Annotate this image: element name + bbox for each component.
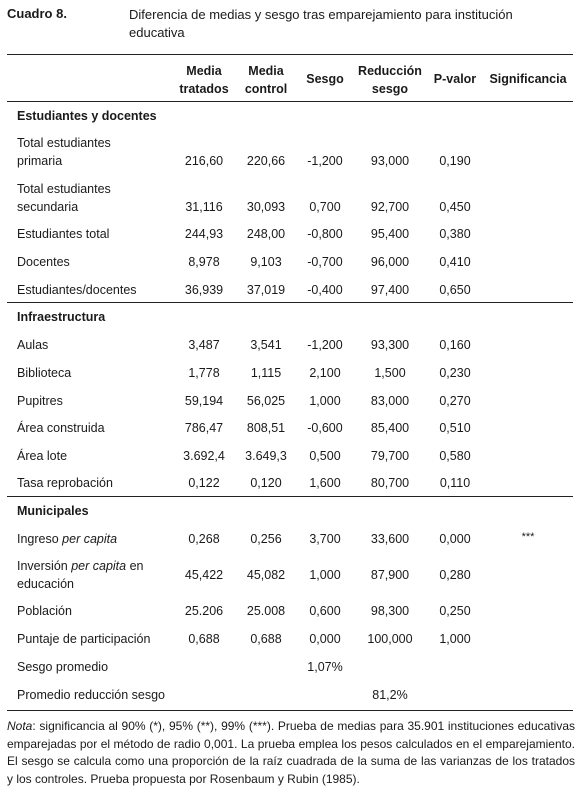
header-pvalor: P-valor — [433, 72, 477, 86]
cell-reduccion: 79,700 — [370, 449, 410, 463]
cell-sesgo: 0,600 — [309, 604, 341, 618]
section-rule — [7, 302, 573, 303]
row-label: Pupitres — [17, 394, 63, 408]
cell-pvalor: 0,270 — [439, 394, 471, 408]
cell-pvalor: 0,280 — [439, 568, 471, 582]
cell-sesgo: 3,700 — [309, 532, 341, 546]
header-significancia: Significancia — [489, 72, 567, 86]
cell-reduccion: 92,700 — [370, 200, 410, 214]
cell-pvalor: 0,510 — [439, 421, 471, 435]
cell-media-tratados: 1,778 — [188, 366, 220, 380]
cell-pvalor: 0,380 — [439, 227, 471, 241]
header-media-control: Media control — [244, 64, 288, 96]
section-municipales: Municipales — [17, 504, 89, 518]
cell-media-control: 248,00 — [246, 227, 286, 241]
cell-pvalor: 0,410 — [439, 255, 471, 269]
header-media-tratados: Media tratados — [179, 64, 229, 96]
cell-media-control: 1,115 — [250, 366, 282, 380]
table-number: Cuadro 8. — [7, 6, 67, 21]
cell-reduccion: 33,600 — [370, 532, 410, 546]
cell-media-tratados: 244,93 — [184, 227, 224, 241]
cell-media-tratados: 0,268 — [188, 532, 220, 546]
cell-media-control: 0,256 — [250, 532, 282, 546]
cell-media-control: 25.008 — [246, 604, 286, 618]
cell-media-tratados: 36,939 — [184, 283, 224, 297]
cell-pvalor: 0,650 — [439, 283, 471, 297]
cell-media-control: 220,66 — [246, 154, 286, 168]
cell-pvalor: 0,190 — [439, 154, 471, 168]
cell-media-control: 56,025 — [246, 394, 286, 408]
cell-pvalor: 0,160 — [439, 338, 471, 352]
promedio-reduccion-label: Promedio reducción sesgo — [17, 688, 165, 702]
cell-pvalor: 0,000 — [439, 532, 471, 546]
cell-pvalor: 0,450 — [439, 200, 471, 214]
row-label: Biblioteca — [17, 366, 72, 380]
cell-pvalor: 0,250 — [439, 604, 471, 618]
cell-sesgo: 1,600 — [309, 476, 341, 490]
table-note: Nota: significancia al 90% (*), 95% (**), 99% (***). Prueba de medias para 35.901 instituciones educativas emparejadas por el método de radio 0,001. La prueba emplea los pesos calculados en el emparejamiento. El sesgo se calcula como una proporción de la raíz cuadrada de la suma de las varianzas de los tratados y los controles. Prueba propuesta por Rosenbaum y Rubin (1985). — [7, 719, 575, 786]
cell-media-control: 0,688 — [250, 632, 282, 646]
cell-reduccion: 93,000 — [370, 154, 410, 168]
cell-reduccion: 97,400 — [370, 283, 410, 297]
cell-media-control: 3.649,3 — [245, 449, 287, 463]
row-label: Estudiantes/docentes — [17, 283, 137, 297]
row-label: Total estudiantes primaria — [17, 136, 111, 168]
cell-media-tratados: 3.692,4 — [183, 449, 225, 463]
cell-media-tratados: 25.206 — [184, 604, 224, 618]
promedio-reduccion-value: 81,2% — [372, 688, 408, 702]
row-label: Docentes — [17, 255, 70, 269]
cell-media-tratados: 59,194 — [184, 394, 224, 408]
cell-significancia: *** — [521, 531, 535, 543]
cell-reduccion: 96,000 — [370, 255, 410, 269]
sesgo-promedio-label: Sesgo promedio — [17, 660, 109, 674]
cell-pvalor: 0,580 — [439, 449, 471, 463]
cell-media-control: 3,541 — [250, 338, 282, 352]
row-label: Área construida — [17, 421, 105, 435]
cell-reduccion: 98,300 — [370, 604, 410, 618]
cell-media-control: 0,120 — [250, 476, 282, 490]
cell-pvalor: 0,230 — [439, 366, 471, 380]
header-sesgo: Sesgo — [306, 72, 344, 86]
bottom-rule — [7, 710, 573, 711]
section-rule — [7, 496, 573, 497]
cell-reduccion: 83,000 — [370, 394, 410, 408]
cell-reduccion: 87,900 — [370, 568, 410, 582]
cell-reduccion: 85,400 — [370, 421, 410, 435]
top-rule — [7, 54, 573, 55]
row-label: Tasa reprobación — [17, 476, 113, 490]
cell-sesgo: 1,000 — [309, 394, 341, 408]
cell-pvalor: 0,110 — [439, 476, 471, 490]
cell-sesgo: 0,700 — [309, 200, 341, 214]
row-label: Población — [17, 604, 72, 618]
cell-media-control: 808,51 — [246, 421, 286, 435]
row-label: Total estudiantes secundaria — [17, 182, 111, 214]
row-label: Inversión per capita en educación — [17, 559, 144, 591]
cell-sesgo: -0,800 — [307, 227, 343, 241]
section-infraestructura: Infraestructura — [17, 310, 106, 324]
table-title: Diferencia de medias y sesgo tras emparejamiento para institución educativa — [129, 7, 513, 40]
cell-media-tratados: 216,60 — [184, 154, 224, 168]
cell-media-tratados: 31,116 — [185, 200, 223, 214]
cell-reduccion: 80,700 — [370, 476, 410, 490]
section-estudiantes: Estudiantes y docentes — [17, 109, 157, 123]
cell-media-tratados: 8,978 — [188, 255, 220, 269]
cell-sesgo: -1,200 — [307, 154, 343, 168]
row-label: Ingreso per capita — [17, 532, 118, 546]
cell-media-control: 9,103 — [250, 255, 282, 269]
cell-media-tratados: 0,688 — [188, 632, 220, 646]
row-label: Estudiantes total — [17, 227, 110, 241]
cell-sesgo: 0,500 — [309, 449, 341, 463]
row-label: Aulas — [17, 338, 49, 352]
cell-media-control: 37,019 — [246, 283, 286, 297]
header-rule — [7, 101, 573, 102]
cell-media-control: 30,093 — [246, 200, 286, 214]
cell-media-control: 45,082 — [246, 568, 286, 582]
cell-media-tratados: 786,47 — [184, 421, 224, 435]
cell-sesgo: -0,400 — [307, 283, 343, 297]
cell-media-tratados: 0,122 — [188, 476, 220, 490]
cell-sesgo: -0,700 — [307, 255, 343, 269]
cell-sesgo: 0,000 — [309, 632, 341, 646]
cell-reduccion: 100,000 — [367, 632, 413, 646]
row-label: Puntaje de participación — [17, 632, 151, 646]
sesgo-promedio-value: 1,07% — [307, 660, 343, 674]
cell-reduccion: 1,500 — [374, 366, 406, 380]
header-reduccion-sesgo: Reducción sesgo — [358, 64, 422, 96]
cell-reduccion: 95,400 — [370, 227, 410, 241]
cell-reduccion: 93,300 — [370, 338, 410, 352]
cell-media-tratados: 45,422 — [184, 568, 224, 582]
cell-sesgo: -1,200 — [307, 338, 343, 352]
cell-sesgo: -0,600 — [307, 421, 343, 435]
cell-pvalor: 1,000 — [439, 632, 471, 646]
cell-media-tratados: 3,487 — [188, 338, 220, 352]
cell-sesgo: 2,100 — [309, 366, 341, 380]
row-label: Área lote — [17, 449, 68, 463]
cell-sesgo: 1,000 — [309, 568, 341, 582]
